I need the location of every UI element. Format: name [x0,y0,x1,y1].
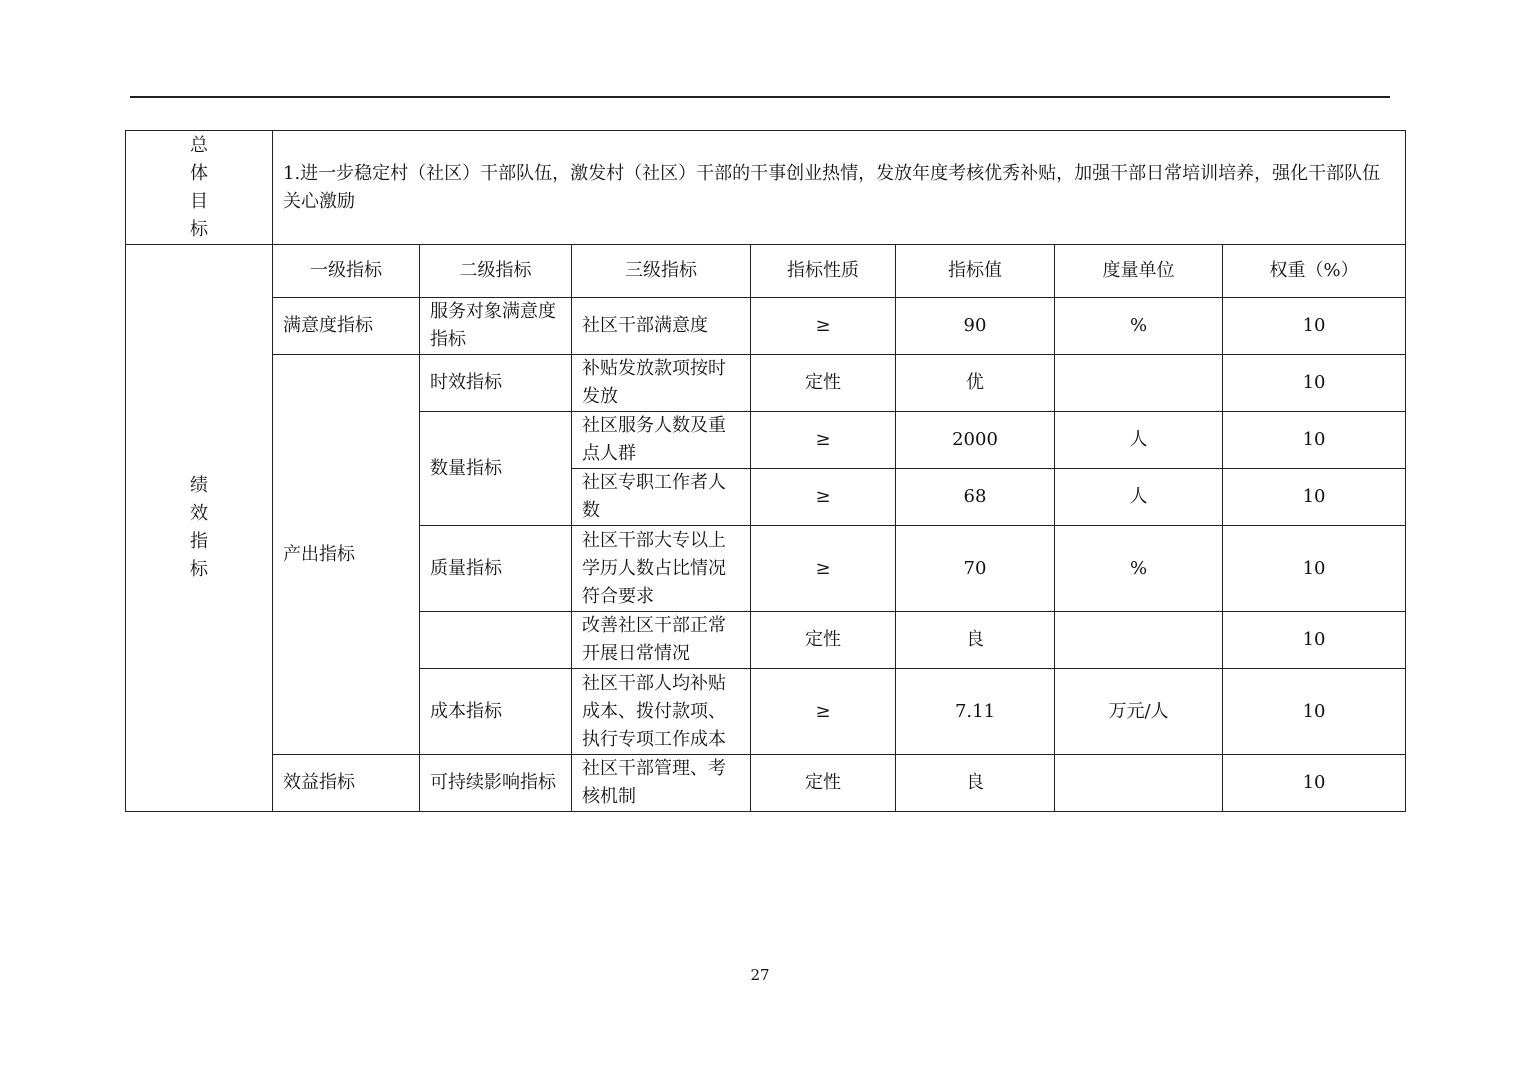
nature-cell: ≥ [751,526,896,612]
value-cell: 良 [896,755,1055,812]
value-cell: 70 [896,526,1055,612]
value-cell: 90 [896,298,1055,355]
level2-quality: 质量指标 [420,526,572,612]
table-row [126,755,1406,812]
level3-cell: 补贴发放款项按时发放 [572,355,751,412]
header-level1: 一级指标 [273,245,420,298]
level1-output: 产出指标 [273,355,420,755]
level3-cell: 社区干部人均补贴成本、拨付款项、执行专项工作成本 [572,669,751,755]
nature-cell: 定性 [751,612,896,669]
level3-cell: 社区干部管理、考核机制 [572,755,751,812]
unit-cell [1055,355,1223,412]
header-row [126,245,1406,298]
unit-cell: 人 [1055,412,1223,469]
weight-cell: 10 [1223,526,1406,612]
goal-text: 1.进一步稳定村（社区）干部队伍，激发村（社区）干部的干事创业热情，发放年度考核优秀补贴，加强干部日常培训培养，强化干部队伍关心激励 [273,131,1406,245]
nature-cell: ≥ [751,412,896,469]
value-cell: 68 [896,469,1055,526]
header-value: 指标值 [896,245,1055,298]
level2-sustain: 可持续影响指标 [420,755,572,812]
page-number: 27 [750,966,770,984]
value-cell: 2000 [896,412,1055,469]
weight-cell: 10 [1223,412,1406,469]
weight-cell: 10 [1223,612,1406,669]
goal-row [126,131,1406,245]
level1-satisfaction: 满意度指标 [273,298,420,355]
weight-cell: 10 [1223,469,1406,526]
weight-cell: 10 [1223,669,1406,755]
level3-cell: 社区干部大专以上学历人数占比情况符合要求 [572,526,751,612]
level3-cell: 改善社区干部正常开展日常情况 [572,612,751,669]
weight-cell: 10 [1223,298,1406,355]
level3-cell: 社区专职工作者人数 [572,469,751,526]
unit-cell: % [1055,526,1223,612]
level2-cost: 成本指标 [420,669,572,755]
header-nature: 指标性质 [751,245,896,298]
nature-cell: 定性 [751,755,896,812]
indicators-label: 绩 效 指 标 [126,245,273,812]
level2-timeliness: 时效指标 [420,355,572,412]
level3-cell: 社区服务人数及重点人群 [572,412,751,469]
performance-table [125,130,1406,812]
level3-cell: 社区干部满意度 [572,298,751,355]
nature-cell: ≥ [751,669,896,755]
table-row [126,355,1406,412]
header-rule [130,96,1390,98]
weight-cell: 10 [1223,355,1406,412]
value-cell: 优 [896,355,1055,412]
table-row [126,298,1406,355]
level2-satisfaction: 服务对象满意度指标 [420,298,572,355]
level2-blank [420,612,572,669]
header-level3: 三级指标 [572,245,751,298]
nature-cell: ≥ [751,298,896,355]
level2-quantity: 数量指标 [420,412,572,526]
value-cell: 7.11 [896,669,1055,755]
header-weight: 权重（%） [1223,245,1406,298]
weight-cell: 10 [1223,755,1406,812]
unit-cell: 万元/人 [1055,669,1223,755]
unit-cell: 人 [1055,469,1223,526]
value-cell: 良 [896,612,1055,669]
header-unit: 度量单位 [1055,245,1223,298]
header-level2: 二级指标 [420,245,572,298]
nature-cell: ≥ [751,469,896,526]
goal-label: 总 体 目 标 [126,131,273,245]
level1-benefit: 效益指标 [273,755,420,812]
nature-cell: 定性 [751,355,896,412]
unit-cell [1055,755,1223,812]
unit-cell [1055,612,1223,669]
unit-cell: % [1055,298,1223,355]
